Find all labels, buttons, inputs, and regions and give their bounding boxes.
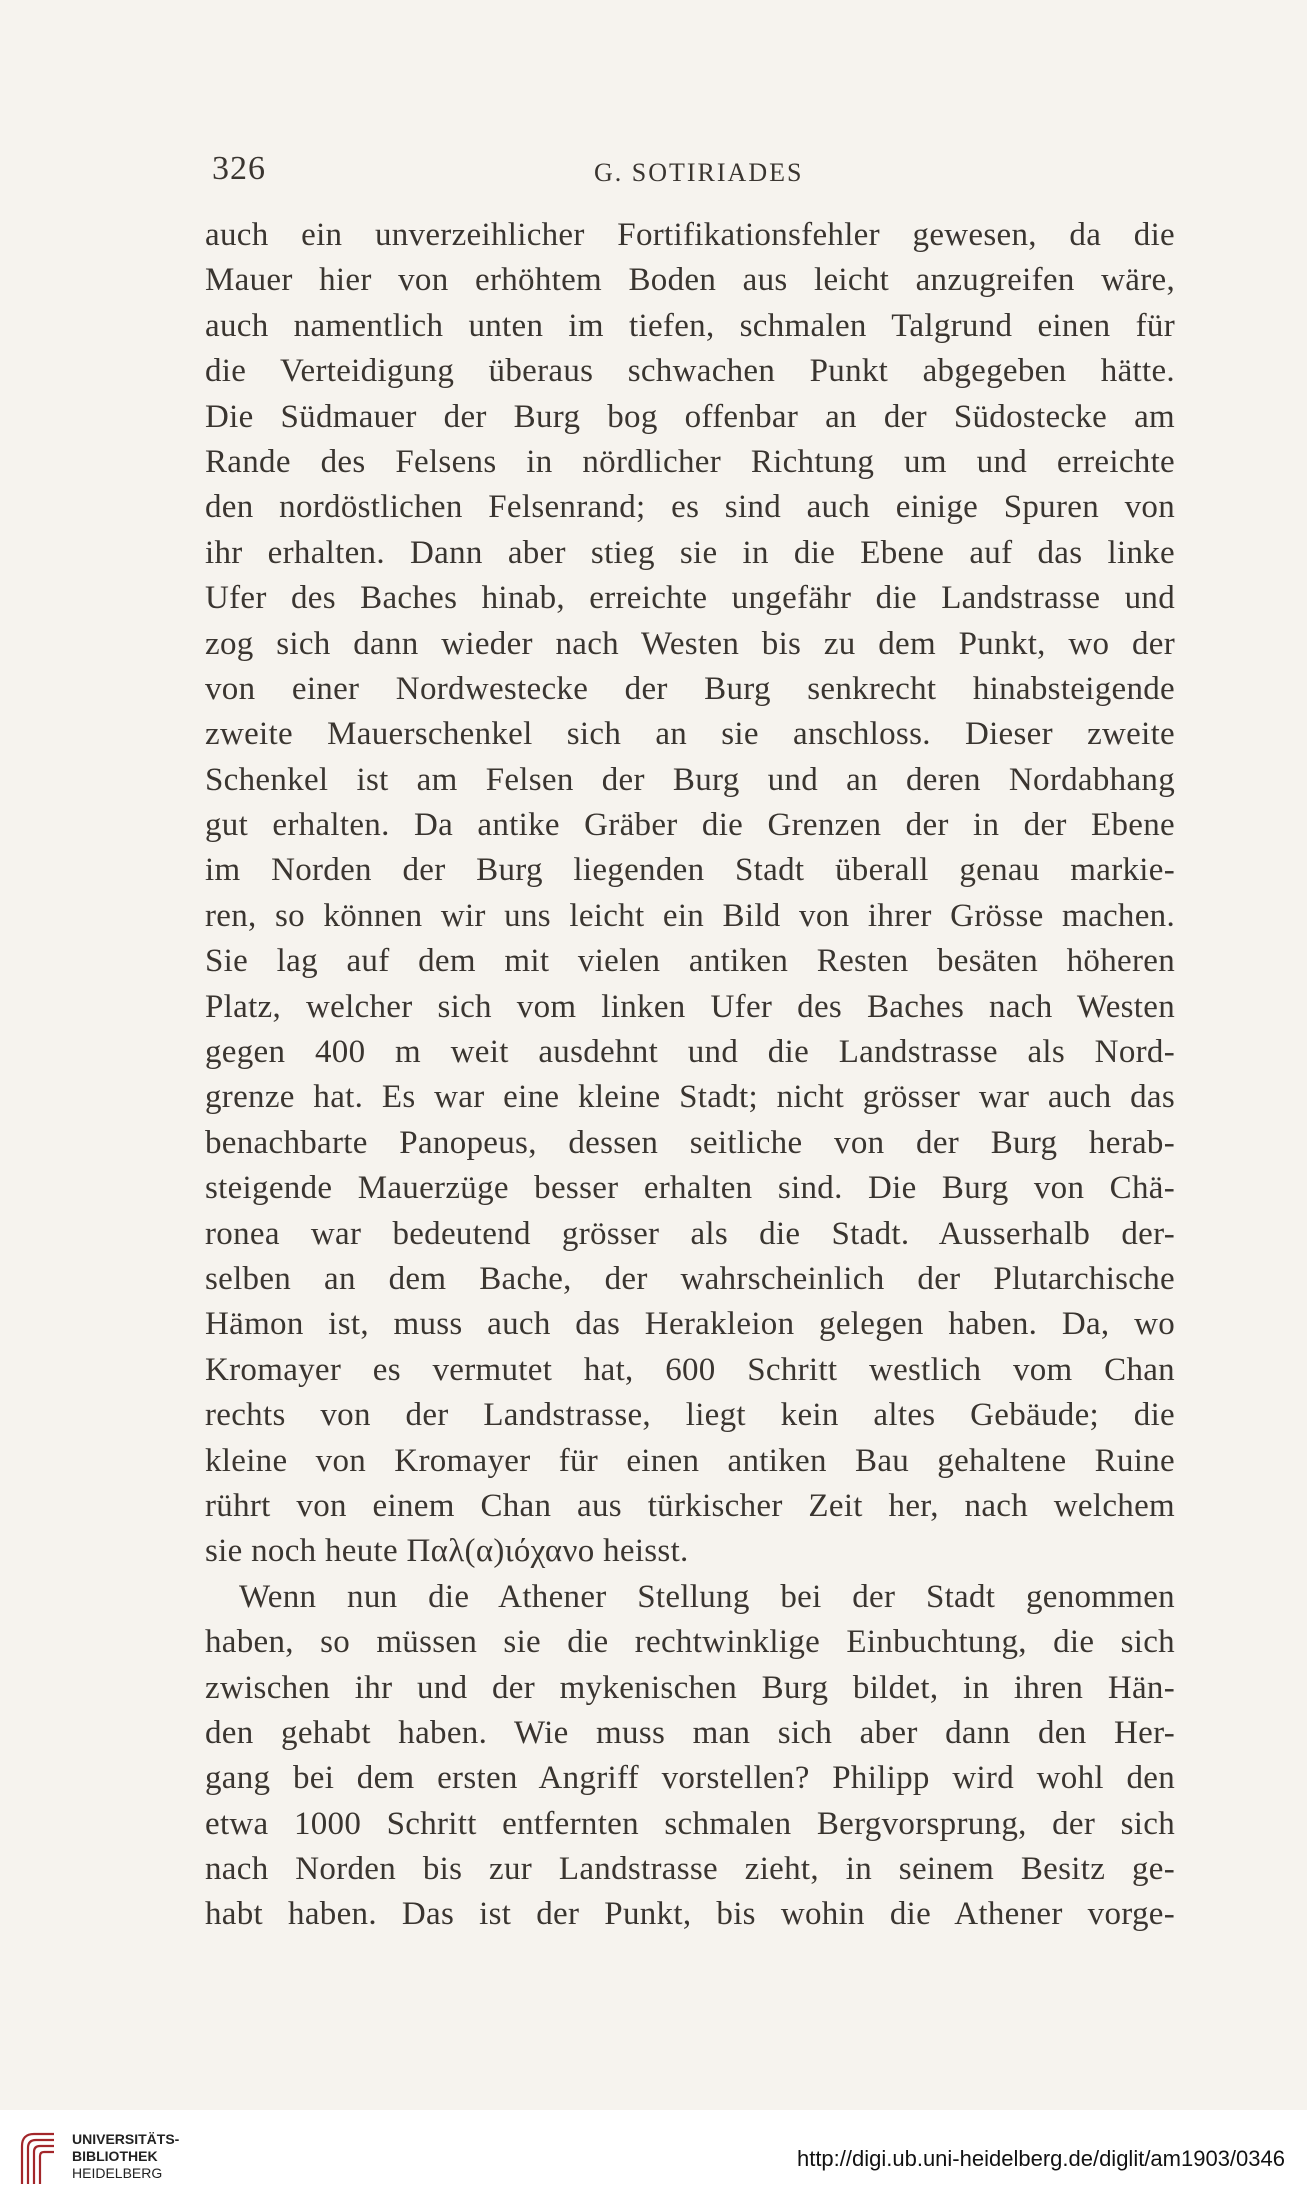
text-line: den gehabt haben. Wie muss man sich aber dann den Her- [205,1714,1175,1751]
library-name [72,2131,179,2182]
text-line: auch namentlich unten im tiefen, schmalen Talgrund einen für [205,307,1175,344]
ub-heidelberg-logo-icon [14,2126,60,2188]
text-line: sie noch heute Παλ(α)ιόχανο heisst. [205,1533,689,1570]
text-line: gut erhalten. Da antike Gräber die Grenzen der in der Ebene [205,807,1175,844]
text-line: von einer Nordwestecke der Burg senkrecht hinabsteigende [205,670,1175,707]
text-line: ronea war bedeutend grösser als die Stadt. Ausserhalb der- [205,1215,1175,1252]
text-line: selben an dem Bache, der wahrscheinlich der Plutarchische [205,1260,1175,1297]
text-line: ihr erhalten. Dann aber stieg sie in die Ebene auf das linke [205,534,1175,571]
page-header [0,150,1307,200]
page-number: 326 [212,150,266,187]
text-line: Wenn nun die Athener Stellung bei der Stadt genommen [239,1578,1175,1615]
library-name-line: HEIDELBERG [72,2165,163,2181]
running-head: G. SOTIRIADES [594,158,804,187]
permalink-url[interactable]: http://digi.ub.uni-heidelberg.de/diglit/am1903/0346 [796,2146,1285,2171]
text-line: den nordöstlichen Felsenrand; es sind auch einige Spuren von [205,489,1175,526]
text-line: gang bei dem ersten Angriff vorstellen? Philipp wird wohl den [205,1760,1175,1797]
text-line: Rande des Felsens in nördlicher Richtung um und erreichte [205,443,1175,480]
text-line: gegen 400 m weit ausdehnt und die Landstrasse als Nord- [205,1034,1175,1071]
text-line: ren, so können wir uns leicht ein Bild von ihrer Grösse machen. [205,897,1175,934]
text-line: die Verteidigung überaus schwachen Punkt abgegeben hätte. [205,353,1175,390]
text-line: etwa 1000 Schritt entfernten schmalen Bergvorsprung, der sich [205,1805,1175,1842]
text-line: nach Norden bis zur Landstrasse zieht, in seinem Besitz ge- [205,1851,1175,1888]
text-line: auch ein unverzeihlicher Fortifikationsfehler gewesen, da die [205,217,1175,253]
library-name-line: BIBLIOTHEK [72,2148,158,2164]
text-line: zwischen ihr und der mykenischen Burg bildet, in ihren Hän- [205,1669,1175,1706]
text-line: rechts von der Landstrasse, liegt kein altes Gebäude; die [205,1397,1175,1434]
text-line: Sie lag auf dem mit vielen antiken Resten besäten höheren [205,943,1175,980]
text-line: steigende Mauerzüge besser erhalten sind. Die Burg von Chä- [205,1170,1175,1207]
body-text [205,213,1175,1938]
text-line: Die Südmauer der Burg bog offenbar an der Südostecke am [205,398,1175,435]
text-line: zog sich dann wieder nach Westen bis zu dem Punkt, wo der [205,625,1175,662]
text-line: kleine von Kromayer für einen antiken Bau gehaltene Ruine [205,1442,1175,1479]
text-line: habt haben. Das ist der Punkt, bis wohin die Athener vorge- [205,1896,1175,1933]
text-line: zweite Mauerschenkel sich an sie anschloss. Dieser zweite [205,716,1175,753]
library-name-line: UNIVERSITÄTS- [72,2131,180,2147]
text-line: Kromayer es vermutet hat, 600 Schritt westlich vom Chan [205,1351,1175,1388]
text-line: Schenkel ist am Felsen der Burg und an deren Nordabhang [205,761,1175,798]
text-line: rührt von einem Chan aus türkischer Zeit her, nach welchem [205,1487,1175,1524]
text-line: Ufer des Baches hinab, erreichte ungefähr die Landstrasse und [205,580,1175,617]
text-line: Mauer hier von erhöhtem Boden aus leicht anzugreifen wäre, [205,262,1175,299]
text-line: benachbarte Panopeus, dessen seitliche von der Burg herab- [205,1124,1175,1161]
text-line: im Norden der Burg liegenden Stadt überall genau markie- [205,852,1175,889]
text-line: haben, so müssen sie die rechtwinklige Einbuchtung, die sich [205,1624,1175,1661]
text-line: Platz, welcher sich vom linken Ufer des Baches nach Westen [205,988,1175,1025]
text-line: grenze hat. Es war eine kleine Stadt; nicht grösser war auch das [205,1079,1175,1116]
text-line: Hämon ist, muss auch das Herakleion gelegen haben. Da, wo [205,1306,1175,1343]
